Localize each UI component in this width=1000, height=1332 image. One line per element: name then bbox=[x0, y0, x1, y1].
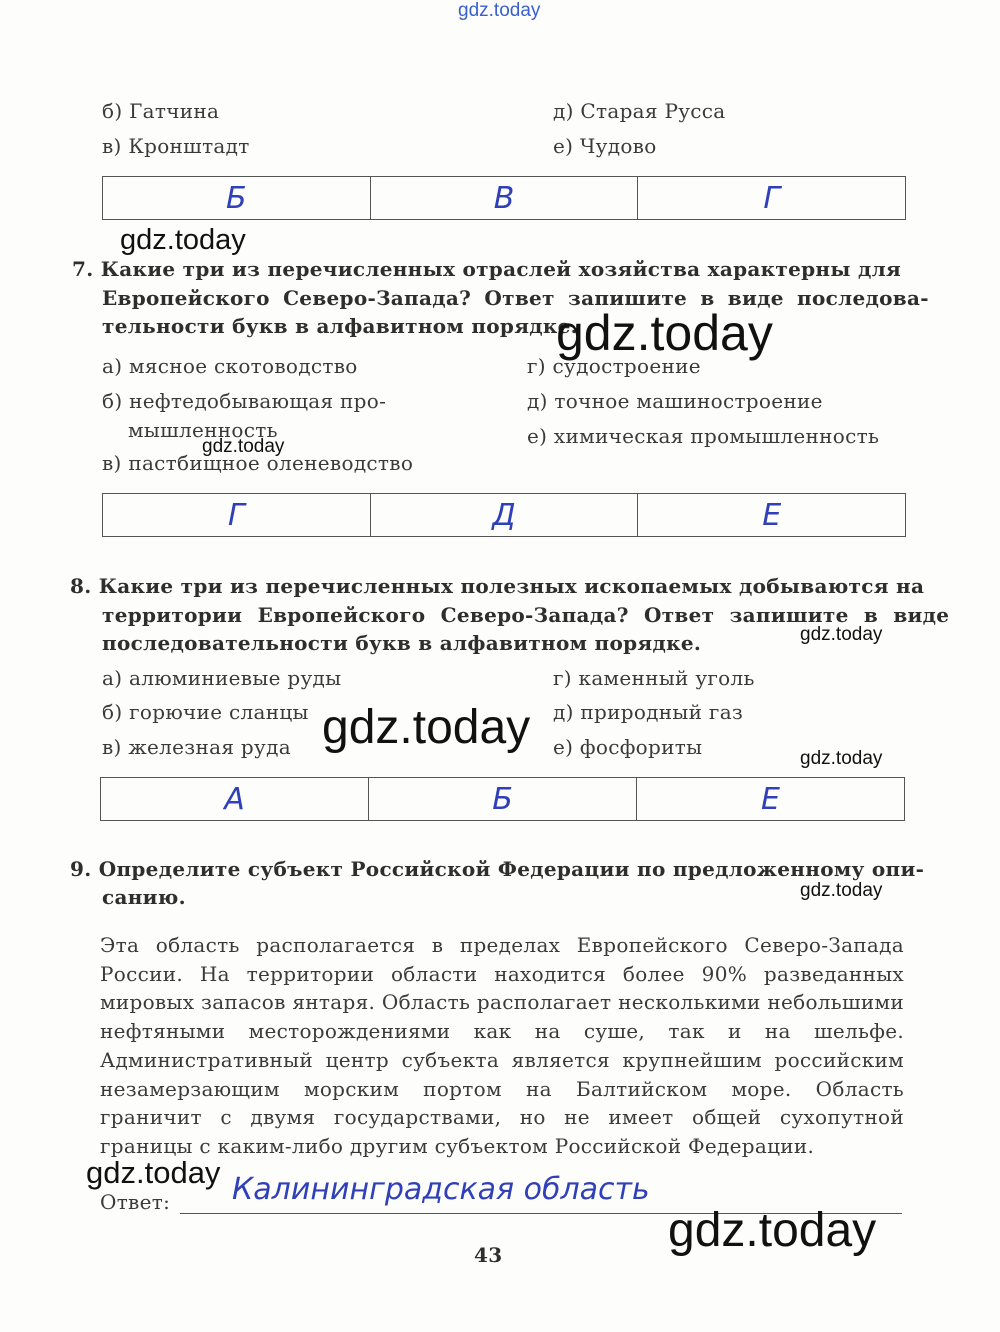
watermark: gdz.today bbox=[800, 748, 883, 769]
option: г) судостроение bbox=[527, 354, 701, 378]
question-9-title: санию. bbox=[102, 885, 186, 909]
watermark: gdz.today bbox=[556, 305, 773, 361]
option: г) каменный уголь bbox=[553, 666, 755, 690]
answer-cell[interactable]: Б bbox=[369, 778, 637, 820]
answer-cell[interactable]: Б bbox=[103, 177, 371, 219]
answer-cell[interactable]: Е bbox=[761, 781, 780, 817]
option: д) точное машиностроение bbox=[527, 389, 823, 413]
answer-cell[interactable]: В bbox=[371, 177, 639, 219]
question-8-title: 8. Какие три из перечисленных полезных ископаемых добываются на bbox=[70, 574, 925, 598]
option: е) фосфориты bbox=[553, 735, 703, 759]
answer-table bbox=[102, 176, 906, 220]
answer-cell[interactable]: Д bbox=[371, 494, 639, 536]
answer-cell[interactable]: Г bbox=[103, 494, 371, 536]
answer-table bbox=[100, 777, 905, 821]
answer-cell[interactable]: Г bbox=[763, 180, 781, 216]
watermark: gdz.today bbox=[800, 624, 883, 645]
handwritten-answer[interactable]: Калининградская область bbox=[232, 1172, 650, 1207]
option: б) Гатчина bbox=[102, 99, 220, 123]
question-8-title: последовательности букв в алфавитном порядке. bbox=[102, 631, 702, 655]
answer-table bbox=[102, 493, 906, 537]
watermark: gdz.today bbox=[322, 701, 531, 754]
option: е) Чудово bbox=[553, 134, 657, 158]
question-7-title: тельности букв в алфавитном порядке. bbox=[102, 314, 578, 338]
question-9-title: 9. Определите субъект Российской Федерации по предложенному опи- bbox=[70, 857, 925, 881]
watermark: gdz.today bbox=[202, 436, 285, 457]
watermark: gdz.today bbox=[120, 224, 246, 256]
option: д) Старая Русса bbox=[553, 99, 726, 123]
page-number: 43 bbox=[474, 1243, 503, 1267]
watermark: gdz.today bbox=[458, 0, 541, 21]
option: д) природный газ bbox=[553, 700, 744, 724]
answer-cell[interactable]: Е bbox=[762, 497, 782, 533]
option: е) химическая промышленность bbox=[527, 424, 880, 448]
answer-cell[interactable]: А bbox=[101, 778, 369, 820]
option: б) нефтедобывающая про- bbox=[102, 389, 387, 413]
question-7-title: 7. Какие три из перечисленных отраслей хозяйства характерны для bbox=[72, 257, 902, 281]
answer-label: Ответ: bbox=[100, 1190, 171, 1214]
option: в) пастбищное оленеводство bbox=[102, 451, 414, 475]
option: мышленность bbox=[128, 418, 278, 442]
option: а) мясное скотоводство bbox=[102, 354, 358, 378]
option: в) железная руда bbox=[102, 735, 291, 759]
question-7-title: Европейского Северо-Запада? Ответ запишите в виде последова- bbox=[102, 286, 929, 310]
option: в) Кронштадт bbox=[102, 134, 250, 158]
watermark: gdz.today bbox=[86, 1155, 221, 1190]
watermark: gdz.today bbox=[800, 880, 883, 901]
question-9-description: Эта область располагается в пределах Европейского Северо-Запада России. На территории области находится более 90% разведанных мировых запасов янтаря. Область располагает несколькими небольшими нефтяными месторождениями как на суше, так и на шельфе. Административный центр субъекта является крупнейшим российским незамерзающим морским портом на Балтийском море. Область граничит с двумя государствами, но не имеет общей сухопутной границы с каким-либо другим субъектом Российской Федерации. bbox=[100, 933, 904, 1158]
option: б) горючие сланцы bbox=[102, 700, 309, 724]
question-8-title: территории Европейского Северо-Запада? Ответ запишите в виде bbox=[102, 603, 950, 627]
option: а) алюминиевые руды bbox=[102, 666, 342, 690]
watermark: gdz.today bbox=[668, 1204, 877, 1257]
